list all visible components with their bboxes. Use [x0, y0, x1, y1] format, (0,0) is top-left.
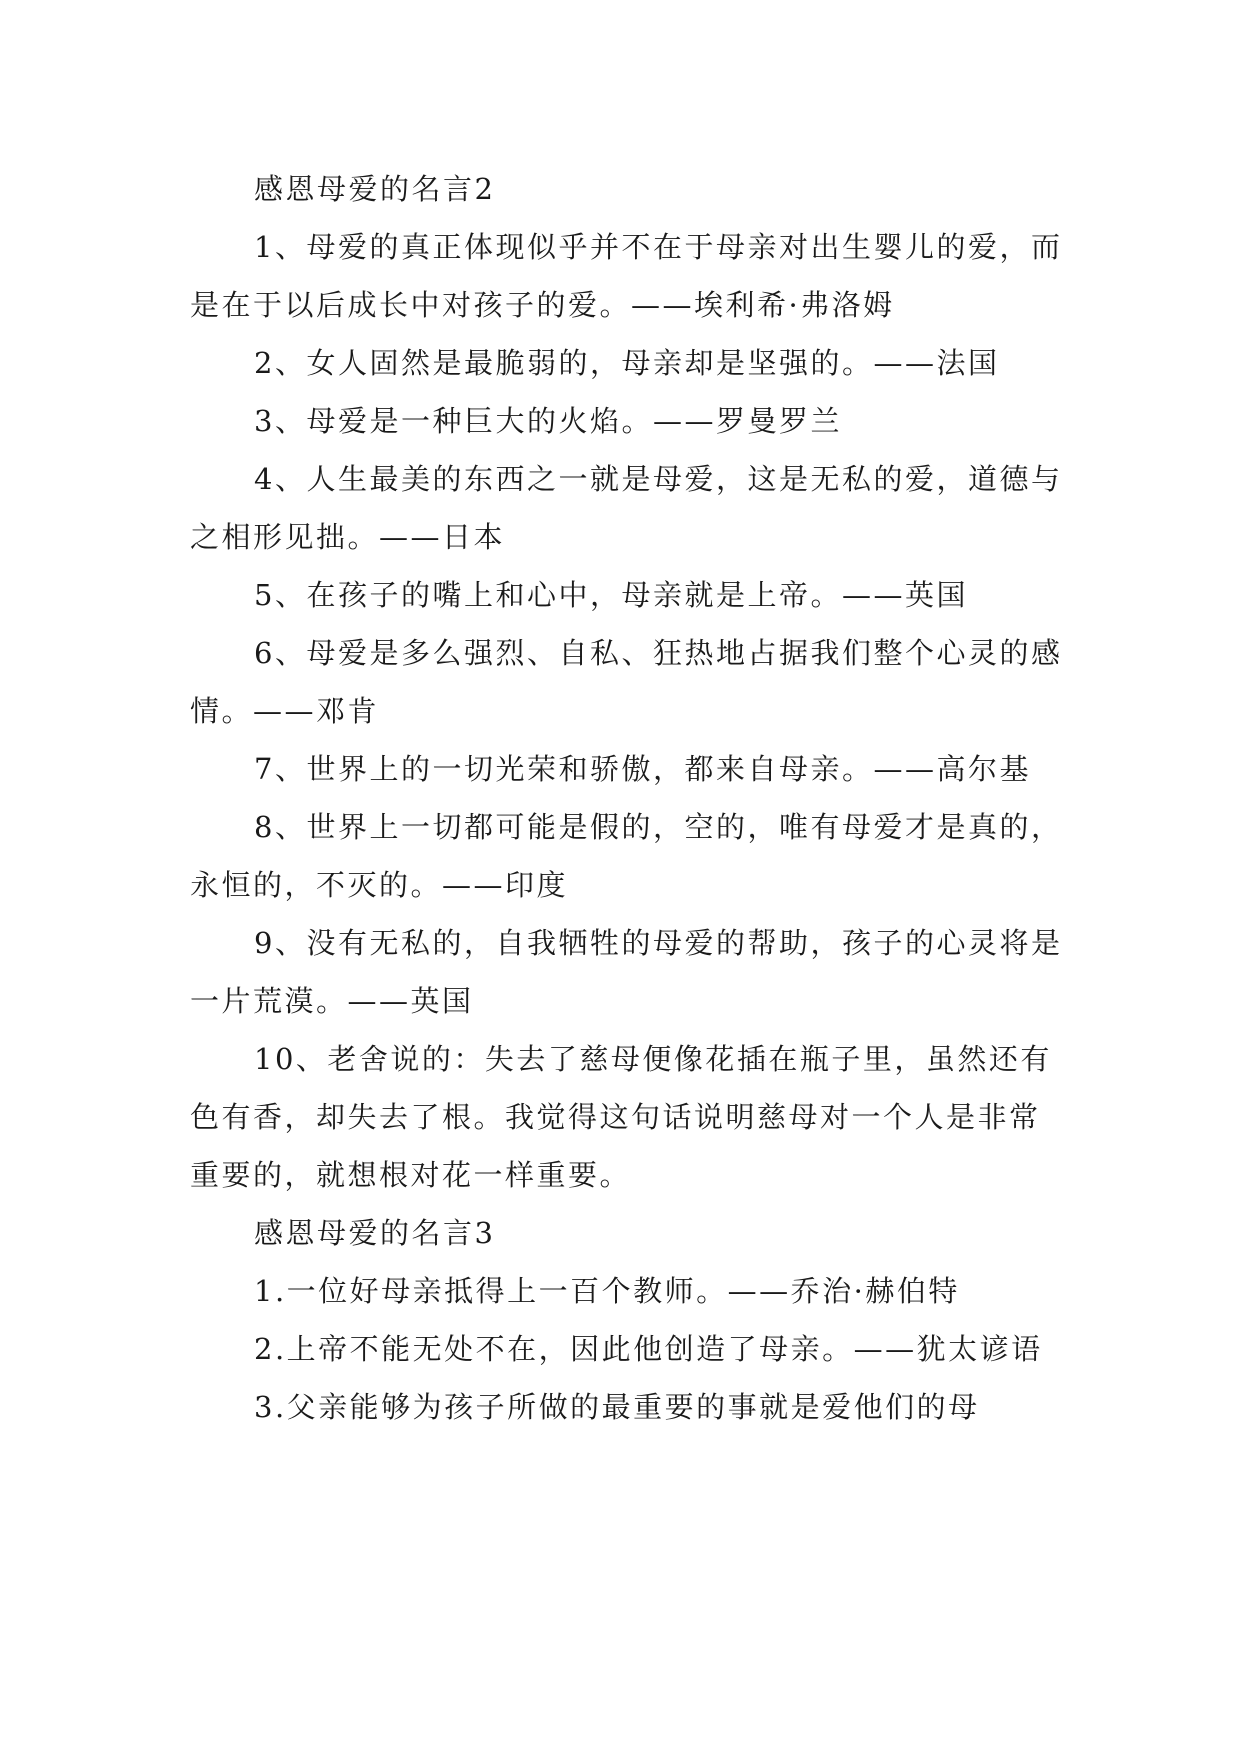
quote-paragraph: 7、世界上的一切光荣和骄傲，都来自母亲。——高尔基	[254, 752, 1031, 786]
quote-paragraph: 5、在孩子的嘴上和心中，母亲就是上帝。——英国	[254, 578, 968, 612]
quote-paragraph: 3.父亲能够为孩子所做的最重要的事就是爱他们的母	[254, 1390, 980, 1424]
quote-paragraph: 1、母爱的真正体现似乎并不在于母亲对出生婴儿的爱，而是在于以后成长中对孩子的爱。——埃利希·弗洛姆	[190, 230, 1063, 322]
section-heading-3: 感恩母爱的名言3	[254, 1216, 496, 1250]
quote-paragraph: 1.一位好母亲抵得上一百个教师。——乔治·赫伯特	[254, 1274, 960, 1308]
quote-paragraph: 3、母爱是一种巨大的火焰。——罗曼罗兰	[254, 404, 842, 438]
quote-paragraph: 2、女人固然是最脆弱的，母亲却是坚强的。——法国	[254, 346, 1000, 380]
quote-paragraph: 2.上帝不能无处不在，因此他创造了母亲。——犹太谚语	[254, 1332, 1043, 1366]
quote-paragraph: 8、世界上一切都可能是假的，空的，唯有母爱才是真的，永恒的，不灭的。——印度	[190, 810, 1063, 902]
document-body	[190, 160, 1070, 1436]
section-heading-2: 感恩母爱的名言2	[254, 172, 496, 206]
quote-paragraph: 9、没有无私的，自我牺牲的母爱的帮助，孩子的心灵将是一片荒漠。——英国	[190, 926, 1063, 1018]
quote-paragraph: 6、母爱是多么强烈、自私、狂热地占据我们整个心灵的感情。——邓肯	[190, 636, 1063, 728]
quote-paragraph: 4、人生最美的东西之一就是母爱，这是无私的爱，道德与之相形见拙。——日本	[190, 462, 1063, 554]
quote-paragraph: 10、老舍说的：失去了慈母便像花插在瓶子里，虽然还有色有香，却失去了根。我觉得这句话说明慈母对一个人是非常重要的，就想根对花一样重要。	[190, 1042, 1052, 1192]
